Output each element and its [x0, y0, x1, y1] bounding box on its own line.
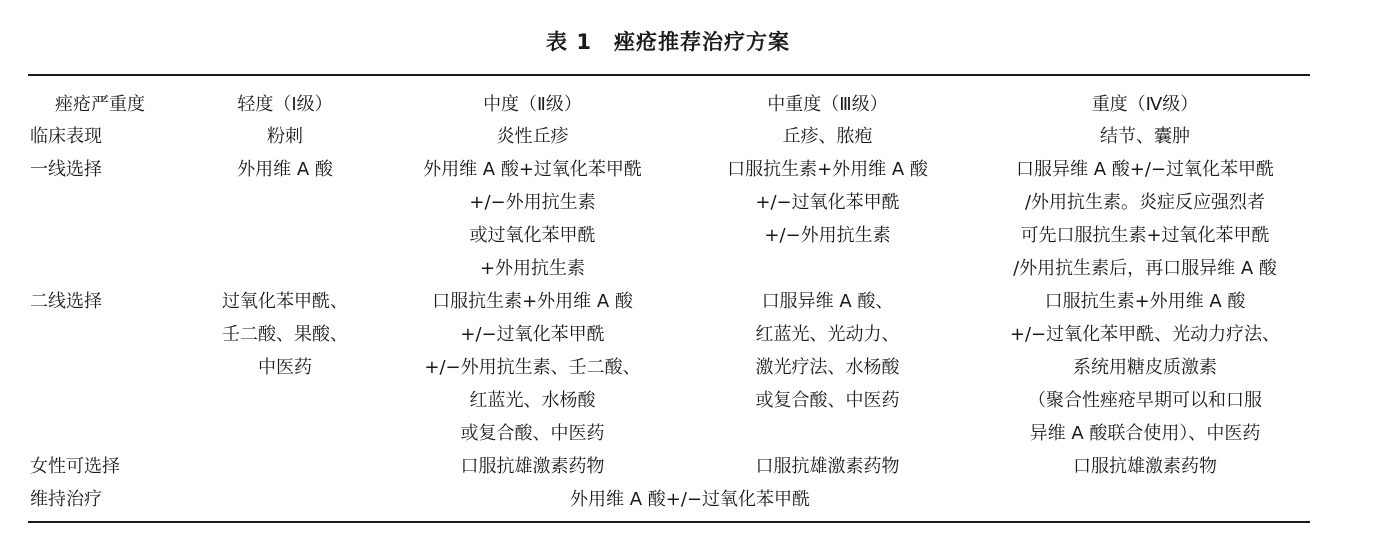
cell-clinical-mod-severe: 丘疹、脓疱: [782, 126, 873, 147]
cell-maintenance-value: 外用维 A 酸+/−过氧化苯甲酰: [570, 489, 810, 510]
table-title: 表 1 痤疮推荐治疗方案: [546, 30, 790, 54]
cell-second-severe: 口服抗生素+外用维 A 酸 +/−过氧化苯甲酰、光动力疗法、 系统用糖皮质激素 （聚合性痤疮早期可以和口服 异维 A 酸联合使用）、中医药: [1009, 291, 1281, 444]
cell-clinical-moderate: 炎性丘疹: [496, 126, 569, 147]
header-severe: 重度（Ⅳ级）: [1091, 94, 1199, 115]
header-mild: 轻度（Ⅰ级）: [237, 94, 333, 115]
cell-second-mild: 过氧化苯甲酰、 壬二酸、果酸、 中医药: [222, 291, 348, 378]
header-severity: 痤疮严重度: [55, 94, 145, 115]
row-label-first-line: 一线选择: [30, 159, 102, 180]
top-rule: [28, 74, 1310, 76]
bottom-rule: [28, 521, 1310, 523]
cell-female-severe: 口服抗雄激素药物: [1073, 456, 1217, 477]
cell-female-mod-severe: 口服抗雄激素药物: [755, 456, 900, 477]
row-label-clinical: 临床表现: [30, 126, 102, 147]
row-label-female-option: 女性可选择: [30, 456, 120, 477]
cell-clinical-mild: 粉刺: [267, 126, 303, 147]
cell-first-severe: 口服异维 A 酸+/−过氧化苯甲酰 /外用抗生素。炎症反应强烈者 可先口服抗生素+过氧化苯甲酰 /外用抗生素后，再口服异维 A 酸: [1013, 159, 1277, 279]
cell-first-mild: 外用维 A 酸: [237, 159, 333, 180]
cell-second-mod-severe: 口服异维 A 酸、 红蓝光、光动力、 激光疗法、水杨酸 或复合酸、中医药: [755, 291, 900, 411]
cell-second-moderate: 口服抗生素+外用维 A 酸 +/−过氧化苯甲酰 +/−外用抗生素、壬二酸、 红蓝光、水杨酸 或复合酸、中医药: [424, 291, 641, 444]
cell-female-moderate: 口服抗雄激素药物: [460, 456, 605, 477]
cell-first-mod-severe: 口服抗生素+外用维 A 酸 +/−过氧化苯甲酰 +/−外用抗生素: [727, 159, 928, 246]
header-moderate: 中度（Ⅱ级）: [483, 94, 582, 115]
row-label-maintenance: 维持治疗: [30, 489, 102, 510]
header-mod-severe: 中重度（Ⅲ级）: [767, 94, 888, 115]
cell-clinical-severe: 结节、囊肿: [1100, 126, 1190, 147]
cell-first-moderate: 外用维 A 酸+过氧化苯甲酰 +/−外用抗生素 或过氧化苯甲酰 +外用抗生素: [423, 159, 642, 279]
row-label-second-line: 二线选择: [30, 291, 102, 312]
